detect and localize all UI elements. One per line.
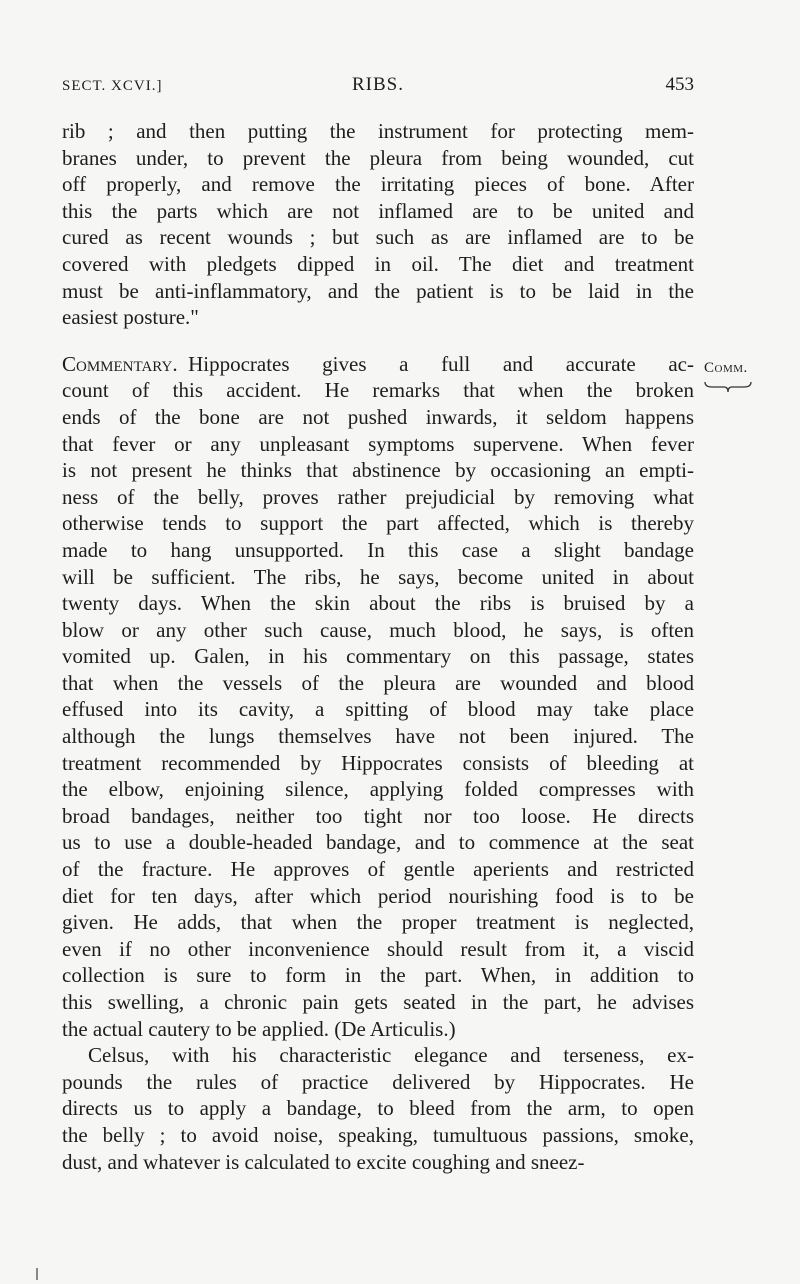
text-line: this swelling, a chronic pain gets seated in the part, he advises [62,990,694,1014]
text-line: otherwise tends to support the part affected, which is thereby [62,511,694,536]
text-line: that when the vessels of the pleura are wounded and blood [62,670,694,695]
text-line: directs us to apply a bandage, to bleed from the arm, to open [62,1096,694,1121]
text-line: ends of the bone are not pushed inwards, it seldom happens [62,404,694,429]
text-line: the actual cautery to be applied. (De Articulis.) [62,1016,456,1041]
text-line: pounds the rules of practice delivered by Hippocrates. He [62,1069,694,1094]
text-line: Commentary. Hippocrates gives a full and accurate ac- [62,351,694,376]
section-marker: SECT. XCVI.] [62,78,163,94]
text-line: treatment recommended by Hippocrates consists of bleeding at [62,750,694,775]
text-line: even if no other inconvenience should result from it, a viscid [62,936,694,961]
text-line: cured as recent wounds ; but such as are inflamed are to be [62,225,694,250]
text-line: this the parts which are not inflamed are to be united and [62,198,694,223]
text-line: covered with pledgets dipped in oil. The diet and treatment [62,251,694,276]
text-line: blow or any other such cause, much blood, he says, is often [62,617,694,642]
text-line: must be anti-inflammatory, and the patient is to be laid in the [62,278,694,303]
page-speck [36,1268,38,1280]
running-header [62,74,694,100]
commentary-lead: Commentary. [62,351,178,376]
text-line: although the lungs themselves have not been injured. The [62,724,694,749]
page-number: 453 [665,74,694,95]
paragraph-commentary [62,351,694,1042]
text-line: easiest posture." [62,305,199,330]
text-line: count of this accident. He remarks that when the broken [62,378,694,403]
text-line: the elbow, enjoining silence, applying folded compresses with [62,777,694,802]
text-line: Celsus, with his characteristic elegance and terseness, ex- [88,1043,694,1068]
text-line: will be sufficient. The ribs, he says, become united in about [62,564,694,589]
text-line: ness of the belly, proves rather prejudicial by removing what [62,484,694,509]
text-line: the belly ; to avoid noise, speaking, tumultuous passions, smoke, [62,1122,694,1147]
paragraph-celsus [62,1042,694,1175]
margin-note: Comm. [704,360,748,376]
text-line: us to use a double-headed bandage, and to commence at the seat [62,830,694,855]
text-line: rib ; and then putting the instrument for protecting mem- [62,119,694,143]
text-line: dust, and whatever is calculated to excite coughing and sneez- [62,1149,585,1174]
text-line: off properly, and remove the irritating pieces of bone. After [62,172,694,197]
text-line: collection is sure to form in the part. When, in addition to [62,963,694,988]
text-line: branes under, to prevent the pleura from being wounded, cut [62,145,694,170]
text-line: of the fracture. He approves of gentle aperients and restricted [62,857,694,882]
body-text [62,118,694,1175]
text-line: that fever or any unpleasant symptoms supervene. When fever [62,431,694,456]
running-title: RIBS. [352,74,404,95]
text-line: effused into its cavity, a spitting of blood may take place [62,697,694,722]
text-line: diet for ten days, after which period nourishing food is to be [62,883,694,908]
text-line: given. He adds, that when the proper treatment is neglected, [62,910,694,935]
text-line: made to hang unsupported. In this case a slight bandage [62,537,694,562]
text-line: vomited up. Galen, in his commentary on this passage, states [62,644,694,669]
margin-brace [704,381,752,393]
text-line: broad bandages, neither too tight nor too loose. He directs [62,803,694,828]
paragraph-1 [62,118,694,331]
text-line: twenty days. When the skin about the ribs is bruised by a [62,591,694,616]
text-line: is not present he thinks that abstinence by occasioning an empti- [62,458,694,483]
